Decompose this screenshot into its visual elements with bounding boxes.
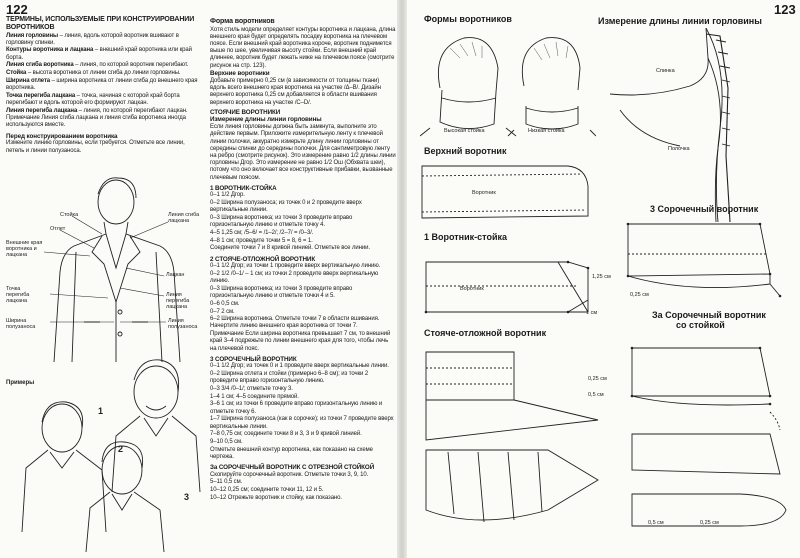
variant2-title: 2 СТОЯЧЕ-ОТЛОЖНОЙ ВОРОТНИК xyxy=(210,255,316,263)
variant3-step: 0–3 3/4 /0–1/; отметьте точку 3. xyxy=(210,386,293,393)
before-text: Измените линию горловины, если требуется. Отметьте все линии, петель и линии полузаноса. xyxy=(6,140,185,154)
variant3-step: 1–7 Ширина полузаноса (как в сорочке); из точки 7 проведите вверх вертикальные линии. xyxy=(210,416,394,430)
variant2-step: 0–2 1/2 /0–1/ – 1 см; из точки 2 проведите вверх вертикальную линию. xyxy=(210,271,379,285)
term-item: Ширина отлета – ширина воротника от линии сгиба до внешнего края воротника. xyxy=(6,77,198,91)
forms-title: Формы воротников xyxy=(424,14,512,24)
example-number-3: 3 xyxy=(184,492,190,502)
dim-1-25: 1,25 см xyxy=(592,274,611,280)
left-page-number: 122 xyxy=(6,2,28,17)
label-break-point: Точка перегиба лацкана xyxy=(6,286,30,304)
back-label: Спинка xyxy=(656,68,675,74)
term-item: Точка перегиба лацкана – точка, начиная с которой край борта перегибают и вдоль которой его формируют лацкан. xyxy=(6,92,180,106)
stand-collar-title: 1 Воротник-стойка xyxy=(424,232,507,242)
label-fold: Линия сгиба лацкана xyxy=(168,212,200,224)
label-fall: Отлет xyxy=(50,226,66,232)
stand-collar-word: Воротник xyxy=(460,286,484,292)
front-label: Полочка xyxy=(668,146,690,152)
variant1-step: Соедините точки 7 и 8 кривой линией. Отметьте все линии. xyxy=(210,245,370,252)
dim-0-25-c: 0,25 см xyxy=(700,520,719,526)
variant4-step: 10–12 Отрежьте воротник и стойку, как показано. xyxy=(210,494,342,501)
dim-1: 1 см xyxy=(586,310,598,316)
variant4-step: Скопируйте сорочечный воротник. Отметьте точки 3, 9, 10. xyxy=(210,471,369,478)
variant3-title: 3 СОРОЧЕЧНЫЙ ВОРОТНИК xyxy=(210,355,297,363)
shirt-collar-stand-draft xyxy=(620,334,796,534)
variant2-step: 6–2 Ширина воротника. Отметьте точки 7 в области вшивания. Начертите линию внешнего края воротника от точки 7. xyxy=(210,316,380,330)
collar-forms-heads xyxy=(420,28,596,138)
variant2-note: Примечание Если ширина воротника превышает 7 см, то внешний край 3–4 подрежьте по линии внешнего края для того, чтобы лечь на плечевой пояс. xyxy=(210,331,391,352)
term-item: Стойка – высота воротника от линии сгиба до линии горловины. xyxy=(6,70,181,77)
variant2-step: 0–7 2 см. xyxy=(210,308,235,315)
low-stand-label: Низкая стойка xyxy=(528,128,565,134)
variant1-step: 0–2 Ширина полузаноса; из точек 0 и 2 проведите вверх вертикальные линии. xyxy=(210,200,362,214)
before-heading: Перед конструированием воротника xyxy=(6,132,118,140)
variant1-step: 4–5 1,25 см; /5–6/ = /1–2/; /2–7/ = /0–3/. xyxy=(210,229,314,236)
label-stand: Стойка xyxy=(60,212,79,218)
term-item: Контуры воротника и лацкана – внешний край воротника или край борта. xyxy=(6,47,192,61)
upper-collar-word: Воротник xyxy=(472,190,496,196)
variant3-step: Отметьте внешний контур воротника, как показано на схеме чертежа. xyxy=(210,446,373,460)
variant3-step: 1–4 1 см; 4–5 соедините прямой. xyxy=(210,393,299,400)
stand-collars-heading: СТОЯЧИЕ ВОРОТНИКИ xyxy=(210,108,281,116)
upper-collars-text: Добавьте примерно 0,25 см (в зависимости от толщины ткани) вдоль всего внешнего края воротника на участке /Δ–В/. Дизайн верхнего воротника 0,25 см добавляется в области вшивания верхнего воротника на участке /С–D/. xyxy=(210,77,381,106)
shirt-stand-title-1: За Сорочечный воротник xyxy=(652,310,766,320)
term-item: Линия сгиба воротника – линия, по которой воротник перегибают. xyxy=(6,62,189,69)
dim-0-5-b: 0,5 см xyxy=(648,520,664,526)
example-number-2: 2 xyxy=(118,444,124,454)
variant1-step: 0–1 1/2 Дгор. xyxy=(210,192,245,199)
measure-text: Если линия горловины должна быть замкнута, выполните это действие первым. Приложите измерительную ленту к плечевой линии полочки, аккуратно измерьте длину линии горловины от середины спинки до середины полочки. Для сантиметровую ленту на ребро (смотрите рисунок). Это измерение равно 1/2 длины линии горловины Дгор. Это измерение не равно 1/2 Ош (Обхвата шеи), потому что оно включает все конструктивные прибавки, вызванные плечевым поясом. xyxy=(210,124,396,181)
label-lapel: Лацкан xyxy=(166,272,185,278)
neckline-measure-figure xyxy=(610,28,796,222)
variant1-step: 0–3 Ширина воротника; из точки 3 проведите вправо горизонтальную линию и отметьте точку 4. xyxy=(210,215,353,229)
example-number-1: 1 xyxy=(98,406,104,416)
variant2-step: 0–6 0,5 см. xyxy=(210,300,240,307)
stand-fall-collar-title: Стояче-отложной воротник xyxy=(424,328,547,338)
variant4-title: За СОРОЧЕЧНЫЙ ВОРОТНИК С ОТРЕЗНОЙ СТОЙКОЙ xyxy=(210,464,375,472)
dim-0-25-b: 0,25 см xyxy=(588,376,607,382)
upper-collar-draft xyxy=(418,156,598,226)
variant1-title: 1 ВОРОТНИК-СТОЙКА xyxy=(210,184,277,192)
variant3-step: 0–2 Ширина отлета и стойки (примерно 6–8 см); из точки 2 проведите вправо горизонтальную линию. xyxy=(210,371,369,385)
variant2-step: 0–3 Ширина воротника; из точки 3 проведите вправо горизонтальную линию и отметьте точки 4 и 5. xyxy=(210,285,353,300)
variant2-step: 0–1 1/2 Дгор; из точки 1 проведите вверх вертикальную линию. xyxy=(210,263,381,270)
label-edge: Внешние края воротника и лацкана xyxy=(6,240,43,258)
collar-forms-heading: Форма воротников xyxy=(210,18,275,25)
term-note: Примечание Линия сгиба лацкана и линия сгиба воротника иногда используются вместе. xyxy=(6,115,186,129)
terms-heading: ТЕРМИНЫ, ИСПОЛЬЗУЕМЫЕ ПРИ КОНСТРУИРОВАНИИ ВОРОТНИКОВ xyxy=(6,16,195,31)
high-stand-label: Высокая стойка xyxy=(444,128,485,134)
book-gutter xyxy=(397,0,407,558)
shirt-collar-draft xyxy=(620,214,796,304)
instructions-column xyxy=(210,18,396,503)
variant4-step: 10–12 0,25 см; соедините точки 11, 12 и 5. xyxy=(210,487,324,494)
variant3-step: 0–1 1/2 Дгор; из точек 0 и 1 проведите вверх вертикальные линии. xyxy=(210,363,389,370)
term-item: Линия перегиба лацкана – линия, по которой перегибают лацкан. xyxy=(6,107,188,114)
variant3-step: 3–6 1 см; из точки 6 проведите вправо горизонтальную линию и отметьте точку 6. xyxy=(210,401,383,415)
right-page-number: 123 xyxy=(774,2,796,17)
shirt-stand-title-2: со стойкой xyxy=(676,320,725,330)
dim-0-5: 0,5 см xyxy=(588,392,604,398)
upper-collar-title: Верхний воротник xyxy=(424,146,507,156)
terms-column xyxy=(6,16,202,155)
label-overlap-line: Линия полузаноса xyxy=(168,318,198,330)
term-item: Линия горловины – линия, вдоль которой воротник вшивают в горловину спинки. xyxy=(6,32,179,46)
dim-0-25-a: 0,25 см xyxy=(630,292,649,298)
collar-forms-text: Хотя стиль модели определяет контуры воротника и лацкана, длина внешнего края будет определять посадку воротника на плечевом поясе. Если внешний край воротника короче, воротник поднимется выше по шее, увеличивая высоту стойки. Если внешний край длиннее, воротник будет лежать ниже на плечевом поясе (смотрите рисунок на стр. 123). xyxy=(210,26,396,69)
stand-collar-draft xyxy=(418,246,608,326)
variant1-step: 4–8 1 см; проведите точки 5 = 8, 6 = 1. xyxy=(210,237,313,244)
variant3-step: 9–10 0,5 см. xyxy=(210,438,243,445)
variant3-step: 7–8 0,75 см; соедините точки 8 и 3, 3 и 9 кривой линией. xyxy=(210,431,362,438)
measure-title: Измерение длины линии горловины xyxy=(598,16,762,26)
examples-label: Примеры xyxy=(6,380,35,386)
stand-fall-collar-draft xyxy=(418,340,608,540)
variant4-step: 5–11 0,5 см. xyxy=(210,479,243,486)
label-overlap-width: Ширина полузаноса xyxy=(6,318,36,330)
upper-collars-heading: Верхние воротники xyxy=(210,70,270,78)
shirt-collar-title: 3 Сорочечный воротник xyxy=(650,204,759,214)
measure-heading: Измерение длины линии горловины xyxy=(210,116,322,124)
label-roll-line: Линия перегиба лацкана xyxy=(166,292,190,310)
boys-sketches xyxy=(6,352,202,552)
